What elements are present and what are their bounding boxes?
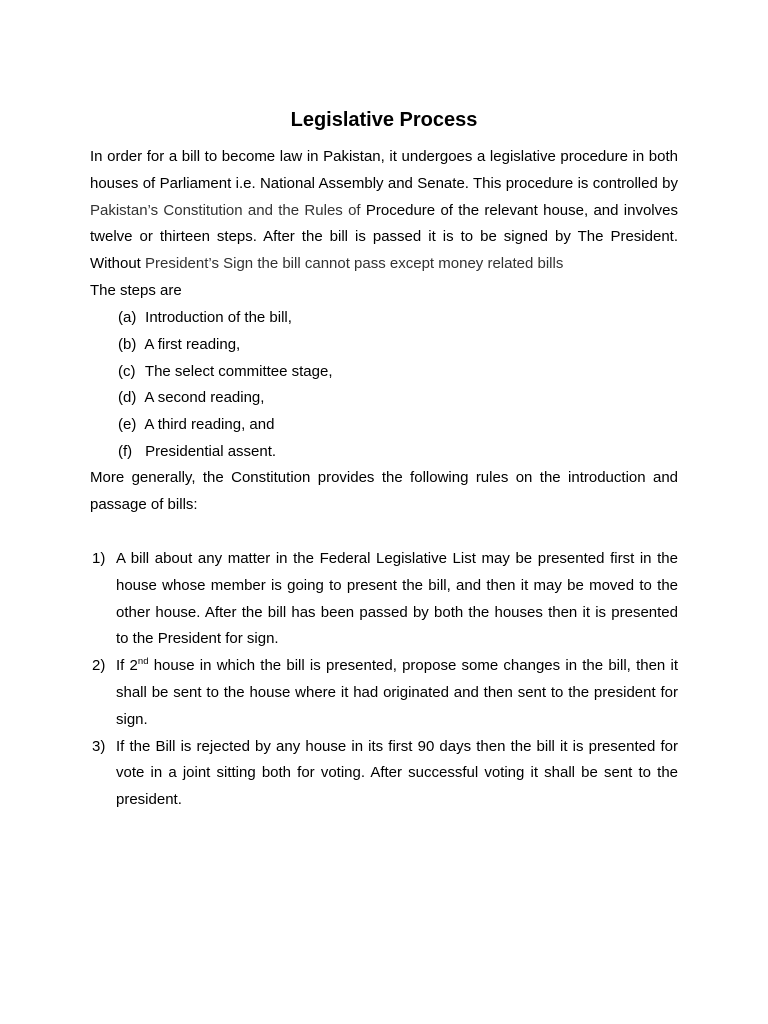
document-title: Legislative Process bbox=[290, 109, 478, 131]
list-item bbox=[118, 412, 333, 439]
step-text: Introduction of the bill, bbox=[145, 309, 292, 326]
rule-text: A bill about any matter in the Federal Legislative List may be presented first in the house whose member is going to present the bill, and then it may be moved to the other house. After the bill has been passed by both the houses then it is presented to the President for sign. bbox=[116, 550, 678, 648]
step-text: A first reading, bbox=[144, 335, 241, 353]
step-marker: (f) bbox=[118, 442, 133, 460]
step-marker: (d) bbox=[118, 389, 137, 407]
steps-label: The steps are bbox=[90, 282, 182, 299]
step-marker: (e) bbox=[118, 416, 137, 434]
intro-text-light-2: President’s Sign the bill cannot pass except money related bills bbox=[145, 255, 564, 273]
list-item bbox=[92, 546, 678, 653]
rule-text: If the Bill is rejected by any house in its first 90 days then the bill it is presented for vote in a joint sitting both for voting. After successful voting it shall be sent to the president. bbox=[116, 737, 678, 809]
step-text: A second reading, bbox=[144, 389, 265, 407]
step-text: A third reading, and bbox=[144, 416, 275, 434]
general-paragraph: More generally, the Constitution provides the following rules on the introduction and passage of bills: bbox=[90, 469, 678, 513]
step-marker: (a) bbox=[118, 309, 137, 326]
rule-superscript: nd bbox=[137, 656, 149, 668]
rules-list bbox=[92, 546, 678, 814]
step-text: Presidential assent. bbox=[145, 442, 277, 460]
list-item bbox=[92, 734, 678, 814]
intro-text-a: In order for a bill to become law in Pakistan, it undergoes a legislative procedure in both houses of Parliament i.e. National Assembly and Senate. This procedure is controlled by bbox=[90, 148, 678, 192]
list-item bbox=[118, 439, 333, 466]
list-item bbox=[92, 653, 678, 733]
intro-paragraph bbox=[90, 144, 678, 278]
step-text: The select committee stage, bbox=[144, 362, 333, 380]
rule-number: 1) bbox=[92, 550, 106, 567]
intro-text-b: Procedure of the relevant house, and involves twelve or thirteen steps. After the bill is passed it is to be signed by The President. Without bbox=[90, 201, 678, 273]
steps-list bbox=[118, 305, 333, 466]
list-item bbox=[118, 385, 333, 412]
list-item bbox=[118, 305, 333, 332]
step-marker: (c) bbox=[118, 362, 136, 380]
intro-text-light: Pakistan’s Constitution and the Rules of bbox=[90, 201, 361, 219]
step-marker: (b) bbox=[118, 335, 137, 353]
rule-text-pre: If 2 bbox=[116, 657, 138, 675]
rule-number: 2) bbox=[92, 657, 106, 675]
list-item bbox=[118, 332, 333, 359]
list-item bbox=[118, 359, 333, 386]
rule-number: 3) bbox=[92, 737, 106, 755]
rule-text-post: house in which the bill is presented, propose some changes in the bill, then it shall be sent to the house where it had originated and then sent to the president for sign. bbox=[116, 657, 678, 728]
